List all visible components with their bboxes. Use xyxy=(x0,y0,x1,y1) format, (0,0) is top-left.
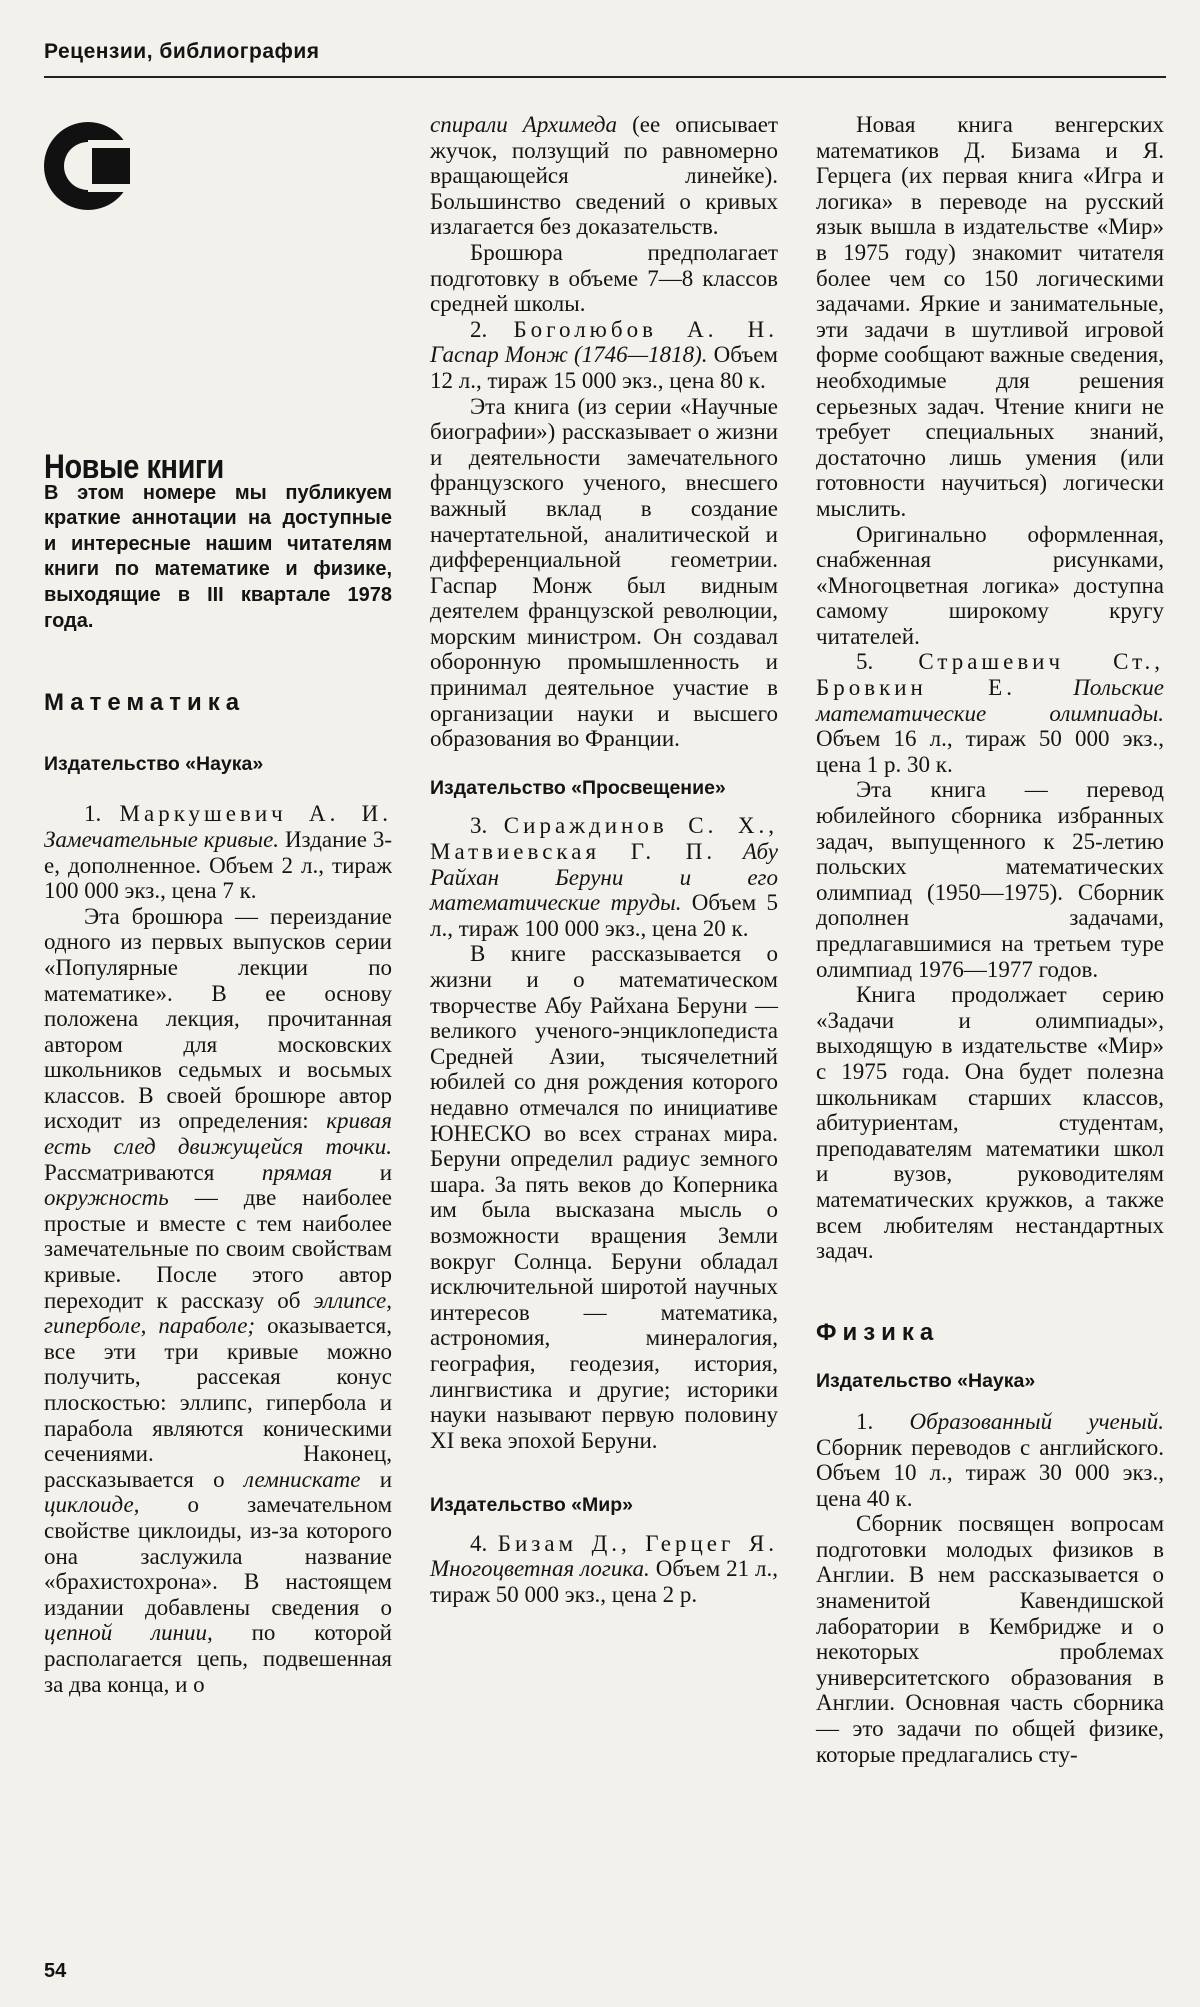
book-title: Многоцветная логика. xyxy=(430,1556,650,1582)
publisher-heading-mir: Издательство «Мир» xyxy=(430,1494,633,1517)
page-number: 54 xyxy=(44,1960,67,1982)
publisher-heading-prosveshchenie: Издательство «Просвещение» xyxy=(430,776,726,799)
book-author: Бизам Д., Герцег Я. xyxy=(497,1530,779,1556)
book-entry-4: 4. Бизам Д., Герцег Я. Многоцветная логика. Объем 21 л., тираж 50 000 экз., цена 2 р. xyxy=(430,1530,779,1608)
book-title: Замечательные кривые. xyxy=(44,826,280,852)
book-author: Маркушевич А. И. xyxy=(119,801,393,827)
book-author: Страшевич Ст., Бровкин Е. xyxy=(816,649,1164,701)
book-entry-3: 3. Сираждинов С. Х., Матвиевская Г. П. Абу Райхан Беруни и его математические труды. Объем 5 л., тираж 100 000 экз., цена 20 к. xyxy=(430,813,778,941)
book-5-annotation: Эта книга — перевод юбилейного сборника избранных задач, выпущенного к 25-летию польских математических олимпиад (1950—1975). Сборник дополнен задачами, предлагавшимися на третьем туре олимпиад 1976—1977 годов. xyxy=(816,777,1164,982)
page-title: Новые книги xyxy=(44,448,224,486)
book-entry-5: 5. Страшевич Ст., Бровкин Е. Польские математические олимпиады. Объем 16 л., тираж 50 000 экз., цена 1 р. 30 к. xyxy=(816,649,1164,777)
publisher-heading-nauka: Издательство «Наука» xyxy=(44,752,264,775)
column-3 xyxy=(816,112,1164,1767)
physics-book-entry-1: 1. Образованный ученый. Сборник переводов с английского. Объем 10 л., тираж 30 000 экз., цена 40 к. xyxy=(816,1408,1165,1511)
book-4-annotation: Новая книга венгерских математиков Д. Бизама и Я. Герцега (их первая книга «Игра и логика» в переводе на русский язык вышла в издательстве «Мир» в 1975 году) знакомит читателя более чем со 150 логическими задачами. Яркие и занимательные, эти задачи в шутливой игровой форме сообщают важные сведения, необходимые для решения серьезных задач. Чтение книги не требует специальных знаний, достаточно лишь умения (или готовности научиться) логически мыслить. xyxy=(816,112,1164,521)
physics-book-1-annotation: Сборник посвящен вопросам подготовки молодых физиков в Англии. В нем рассказывается о знаменитой Кавендишской лаборатории в Кембридже и о некоторых проблемах университетского образования в Англии. Основная часть сборника — это задачи по общей физике, которые предлагались сту- xyxy=(816,1511,1164,1767)
book-1-annotation: Эта брошюра — переиздание одного из первых выпусков серии «Популярные лекции по математике». В ее основу положена лекция, прочитанная автором для московских школьников седьмых и восьмых классов. В своей брошюре автор исходит из определения: кривая есть след движущейся точки. Рассматриваются прямая и окружность — две наиболее простые и вместе с тем наиболее замечательные по своим свойствам кривые. После этого автор переходит к рассказу об эллипсе, гиперболе, параболе; оказывается, все эти три кривые можно получить, рассекая конус плоскостью: эллипс, гипербола и парабола являются коническими сечениями. Наконец, рассказывается о лемнискате и циклоиде, о замечательном свойстве циклоиды, из-за которого она заслужила название «брахистохрона». В настоящем издании добавлены сведения о цепной линии, по которой располагается цепь, подвешенная за два конца, и о xyxy=(44,903,393,1697)
book-title: Образованный ученый. xyxy=(909,1408,1165,1434)
header-rule xyxy=(44,76,1166,78)
book-details: Сборник переводов с английского. Объем 10 л., тираж 30 000 экз., цена 40 к. xyxy=(816,1434,1164,1511)
book-title: Гаспар Монж (1746—1818). xyxy=(430,342,708,368)
book-1-annotation-cont: спирали Архимеда (ее описывает жучок, ползущий по равномерно вращающейся линейке). Большинство сведений о кривых излагается без доказательств. xyxy=(430,112,778,240)
book-1-prerequisites: Брошюра предполагает подготовку в объеме 7—8 классов средней школы. xyxy=(430,239,778,317)
book-author: Боголюбов А. Н. xyxy=(513,316,778,342)
book-details: Объем 21 л., тираж 50 000 экз., цена 2 р. xyxy=(430,1556,778,1608)
column-2 xyxy=(430,112,778,1608)
column-1 xyxy=(44,448,393,1697)
publisher-heading-nauka-physics: Издательство «Наука» xyxy=(816,1370,1036,1393)
journal-section-logo-icon xyxy=(42,120,134,212)
intro-paragraph: В этом номере мы публикуем краткие аннотации на доступные и интересные нашим читателям книги по математике и физике, выходящие в III квартале 1978 года. xyxy=(44,481,392,632)
book-entry-1: 1. Маркушевич А. И. Замечательные кривые. Издание 3-е, дополненное. Объем 2 л., тираж 100 000 экз., цена 7 к. xyxy=(44,801,393,904)
book-2-annotation: Эта книга (из серии «Научные биографии») рассказывает о жизни и деятельности замечательного французского ученого, внесшего важный вклад в создание начертательной, аналитической и дифференциальной геометрии. Гаспар Монж был видным деятелем французской революции, морским министром. Он создавал оборонную промышленность и принимал деятельное участие в организации науки и высшего образования во Франции. xyxy=(430,393,778,752)
book-4-annotation-2: Оригинально оформленная, снабженная рисунками, «Многоцветная логика» доступна самому широкому кругу читателей. xyxy=(816,521,1164,649)
running-header: Рецензии, библиография xyxy=(44,40,320,63)
book-3-annotation: В книге рассказывается о жизни и о математическом творчестве Абу Райхана Беруни — великого ученого-энциклопедиста Средней Азии, тысячелетний юбилей со дня рождения которого недавно отмечался по инициативе ЮНЕСКО во всех странах мира. Беруни определил радиус земного шара. За пять веков до Коперника им была высказана мысль о возможности вращения Земли вокруг Солнца. Беруни обладал исключительной широтой научных интересов — математика, астрономия, минералогия, география, геодезия, история, лингвистика и другие; историки науки называют первую половину XI века эпохой Беруни. xyxy=(430,941,778,1453)
book-entry-2: 2. Боголюбов А. Н. Гаспар Монж (1746—1818). Объем 12 л., тираж 15 000 экз., цена 80 к. xyxy=(430,316,778,393)
book-details: Объем 16 л., тираж 50 000 экз., цена 1 р. 30 к. xyxy=(816,726,1164,777)
book-author: Сираждинов С. Х., Матвиевская Г. П. xyxy=(430,813,778,865)
book-details: Издание 3-е, дополненное. Объем 2 л., тираж 100 000 экз., цена 7 к. xyxy=(44,826,392,904)
physics-heading: Физика xyxy=(816,1318,940,1346)
book-title: Польские математические олимпиады. xyxy=(816,675,1164,726)
book-title: Абу Райхан Беруни и его математические труды. xyxy=(430,839,778,916)
book-details: Объем 5 л., тираж 100 000 экз., цена 20 к. xyxy=(430,890,778,941)
book-5-annotation-2: Книга продолжает серию «Задачи и олимпиады», выходящую в издательстве «Мир» с 1975 года. Она будет полезна школьникам старших классов, абитуриентам, студентам, преподавателям математики школ и вузов, руководителям математических кружков, а также всем любителям нестандартных задач. xyxy=(816,982,1164,1264)
math-heading: Математика xyxy=(44,689,246,717)
book-details: Объем 12 л., тираж 15 000 экз., цена 80 к. xyxy=(430,342,778,393)
